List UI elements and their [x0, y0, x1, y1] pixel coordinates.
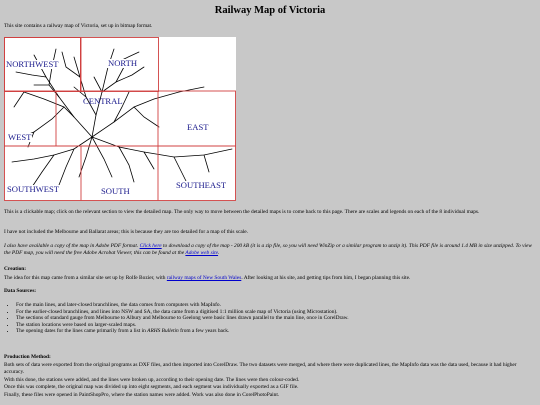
production-line-4: Finally, these files were opened in PaintShopPro, where the station names were added. Work was also done in CorelPhotoPaint.: [4, 392, 280, 398]
nsw-railway-maps-link[interactable]: railway maps of New South Wales: [166, 275, 242, 281]
creation-heading: Creation:: [4, 266, 27, 272]
pdf-paragraph: I also have available a copy of the map in Adobe PDF format. Click here to download a copy of the map - 200 kB (it is a zip file, so you will need WinZip or a similar program to unzip it). This PDF file is around 1.4 MB in size unzipped. To view the PDF map, you will need the free Adobe Acrobat Viewer, this can be found at the Adobe web site.: [4, 243, 532, 256]
region-label-east: EAST: [187, 122, 209, 132]
production-line-1: Both sets of data were exported from the original programs as DXF files, and then imported into CorelDraw. The two datasets were merged, and where there were duplicated lines, the MapInfo data was the data used, because it had higher accuracy.: [4, 362, 517, 375]
production-line-3: Once this was complete, the original map was divided up into eight segments, and each segment was individually exported as a GIF file.: [4, 384, 299, 390]
list-item: • For the earlier-closed branchlines, and lines into NSW and SA, the data came from a digitised 1:1 million scale map of Victoria (using Microstation).: [16, 309, 540, 316]
region-label-southwest: SOUTHWEST: [7, 184, 60, 194]
production-heading: Production Method:: [4, 354, 51, 360]
region-label-central: CENTRAL: [83, 96, 123, 106]
list-item: • For the main lines, and later-closed branchlines, the data comes from computers with MapInfo.: [16, 302, 540, 309]
list-item: • The opening dates for the lines came primarily from a list in ARHS Bulletin from a few years back.: [16, 328, 540, 335]
production-line-2: With this done, the stations were added, and the lines were broken up, according to their opening date. The lines were then colour-coded.: [4, 377, 300, 383]
region-label-south: SOUTH: [101, 186, 130, 196]
data-sources-list: [4, 302, 540, 335]
region-label-north: NORTH: [108, 58, 138, 68]
not-included-note: I have not included the Melbourne and Ballarat areas; this is because they are too detailed for a map of this scale.: [4, 229, 248, 235]
creation-text: The idea for this map came from a similar site set up by Rolfe Bozier, with railway maps of New South Wales. After looking at his site, and getting tips from him, I began planning this site.: [4, 275, 411, 281]
list-item: • The station locations were based on larger-scaled maps.: [16, 322, 540, 329]
page-title: Railway Map of Victoria: [214, 5, 326, 16]
intro-text: This site contains a railway map of Victoria, set up in bitmap format.: [4, 23, 153, 29]
region-label-northwest: NORTHWEST: [6, 59, 59, 69]
data-sources-heading: Data Sources:: [4, 288, 37, 294]
clickable-map-note: This is a clickable map; click on the relevant section to view the detailed map. The only way to move between the detailed maps is to come back to this page. There are scales and legends on each of the 8 individual maps.: [4, 209, 480, 215]
list-item: • The sections of standard gauge from Melbourne to Albury and Melbourne to Geelong were basic lines drawn parallel to the main line, once in CorelDraw.: [16, 315, 540, 322]
victoria-railway-map[interactable]: [4, 37, 236, 201]
region-label-west: WEST: [8, 132, 32, 142]
pdf-download-link[interactable]: Click here: [139, 243, 162, 249]
region-label-southeast: SOUTHEAST: [176, 180, 227, 190]
adobe-web-site-link[interactable]: Adobe web site: [185, 249, 219, 256]
